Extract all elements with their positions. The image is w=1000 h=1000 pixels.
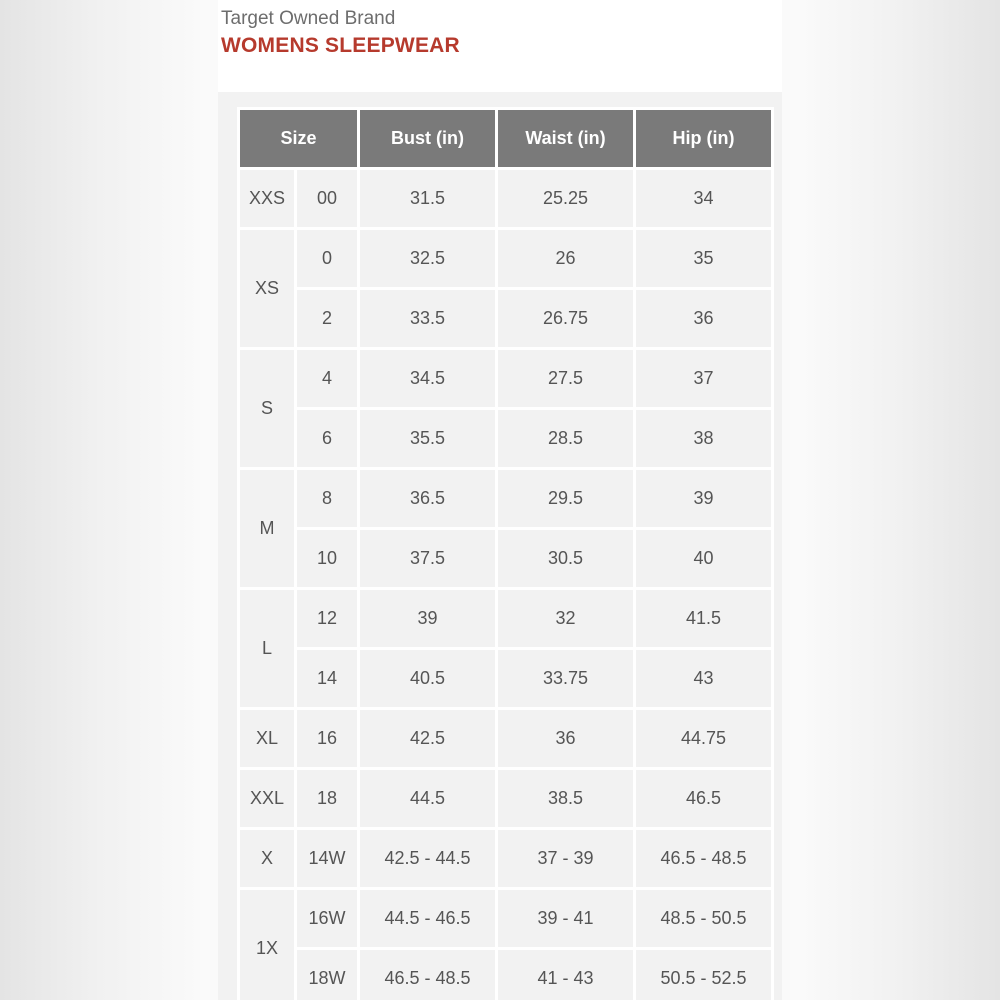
- waist-cell: 26: [498, 230, 633, 287]
- table-row: [240, 830, 771, 887]
- waist-cell: 38.5: [498, 770, 633, 827]
- size-number-cell: 16: [297, 710, 357, 767]
- size-letter-cell: XXL: [240, 770, 294, 827]
- size-number-cell: 6: [297, 410, 357, 467]
- hip-cell: 34: [636, 170, 771, 227]
- waist-cell: 26.75: [498, 290, 633, 347]
- hip-cell: 46.5 - 48.5: [636, 830, 771, 887]
- size-number-cell: 14: [297, 650, 357, 707]
- hip-cell: 48.5 - 50.5: [636, 890, 771, 947]
- table-row: [240, 290, 771, 347]
- size-letter-cell: 1X: [240, 890, 294, 1000]
- bust-cell: 44.5 - 46.5: [360, 890, 495, 947]
- brand-header: [218, 0, 782, 92]
- waist-cell: 33.75: [498, 650, 633, 707]
- bust-cell: 37.5: [360, 530, 495, 587]
- waist-cell: 27.5: [498, 350, 633, 407]
- size-letter-cell: S: [240, 350, 294, 467]
- hip-cell: 36: [636, 290, 771, 347]
- table-row: [240, 650, 771, 707]
- size-number-cell: 18: [297, 770, 357, 827]
- table-row: [240, 230, 771, 287]
- bust-cell: 42.5 - 44.5: [360, 830, 495, 887]
- hip-cell: 44.75: [636, 710, 771, 767]
- size-letter-cell: M: [240, 470, 294, 587]
- page-title: WOMENS SLEEPWEAR: [221, 34, 460, 57]
- brand-subtitle: Target Owned Brand: [221, 8, 396, 29]
- hip-cell: 37: [636, 350, 771, 407]
- table-row: [240, 170, 771, 227]
- waist-cell: 29.5: [498, 470, 633, 527]
- hip-cell: 38: [636, 410, 771, 467]
- table-row: [240, 710, 771, 767]
- table-row: [240, 530, 771, 587]
- size-table: [237, 107, 774, 1000]
- table-row: [240, 470, 771, 527]
- size-number-cell: 4: [297, 350, 357, 407]
- hip-cell: 40: [636, 530, 771, 587]
- size-letter-cell: XS: [240, 230, 294, 347]
- column-header-bust: Bust (in): [360, 110, 495, 167]
- table-row: [240, 770, 771, 827]
- size-number-cell: 2: [297, 290, 357, 347]
- bust-cell: 42.5: [360, 710, 495, 767]
- table-header-row: [240, 110, 771, 167]
- bust-cell: 36.5: [360, 470, 495, 527]
- table-row: [240, 590, 771, 647]
- bust-cell: 39: [360, 590, 495, 647]
- bust-cell: 40.5: [360, 650, 495, 707]
- size-number-cell: 8: [297, 470, 357, 527]
- size-number-cell: 10: [297, 530, 357, 587]
- waist-cell: 32: [498, 590, 633, 647]
- waist-cell: 41 - 43: [498, 950, 633, 1000]
- waist-cell: 30.5: [498, 530, 633, 587]
- size-chart-page: [218, 0, 782, 1000]
- bust-cell: 46.5 - 48.5: [360, 950, 495, 1000]
- size-letter-cell: L: [240, 590, 294, 707]
- size-letter-cell: X: [240, 830, 294, 887]
- size-number-cell: 16W: [297, 890, 357, 947]
- waist-cell: 28.5: [498, 410, 633, 467]
- hip-cell: 50.5 - 52.5: [636, 950, 771, 1000]
- hip-cell: 43: [636, 650, 771, 707]
- column-header-hip: Hip (in): [636, 110, 771, 167]
- bust-cell: 31.5: [360, 170, 495, 227]
- table-row: [240, 890, 771, 947]
- hip-cell: 39: [636, 470, 771, 527]
- bust-cell: 35.5: [360, 410, 495, 467]
- waist-cell: 37 - 39: [498, 830, 633, 887]
- bust-cell: 44.5: [360, 770, 495, 827]
- size-number-cell: 0: [297, 230, 357, 287]
- bust-cell: 33.5: [360, 290, 495, 347]
- bust-cell: 34.5: [360, 350, 495, 407]
- hip-cell: 46.5: [636, 770, 771, 827]
- size-letter-cell: XXS: [240, 170, 294, 227]
- waist-cell: 39 - 41: [498, 890, 633, 947]
- table-row: [240, 410, 771, 467]
- column-header-size: Size: [240, 110, 357, 167]
- table-row: [240, 950, 771, 1000]
- column-header-waist: Waist (in): [498, 110, 633, 167]
- table-row: [240, 350, 771, 407]
- size-letter-cell: XL: [240, 710, 294, 767]
- size-number-cell: 18W: [297, 950, 357, 1000]
- waist-cell: 25.25: [498, 170, 633, 227]
- size-number-cell: 00: [297, 170, 357, 227]
- bust-cell: 32.5: [360, 230, 495, 287]
- hip-cell: 41.5: [636, 590, 771, 647]
- size-number-cell: 12: [297, 590, 357, 647]
- size-number-cell: 14W: [297, 830, 357, 887]
- waist-cell: 36: [498, 710, 633, 767]
- hip-cell: 35: [636, 230, 771, 287]
